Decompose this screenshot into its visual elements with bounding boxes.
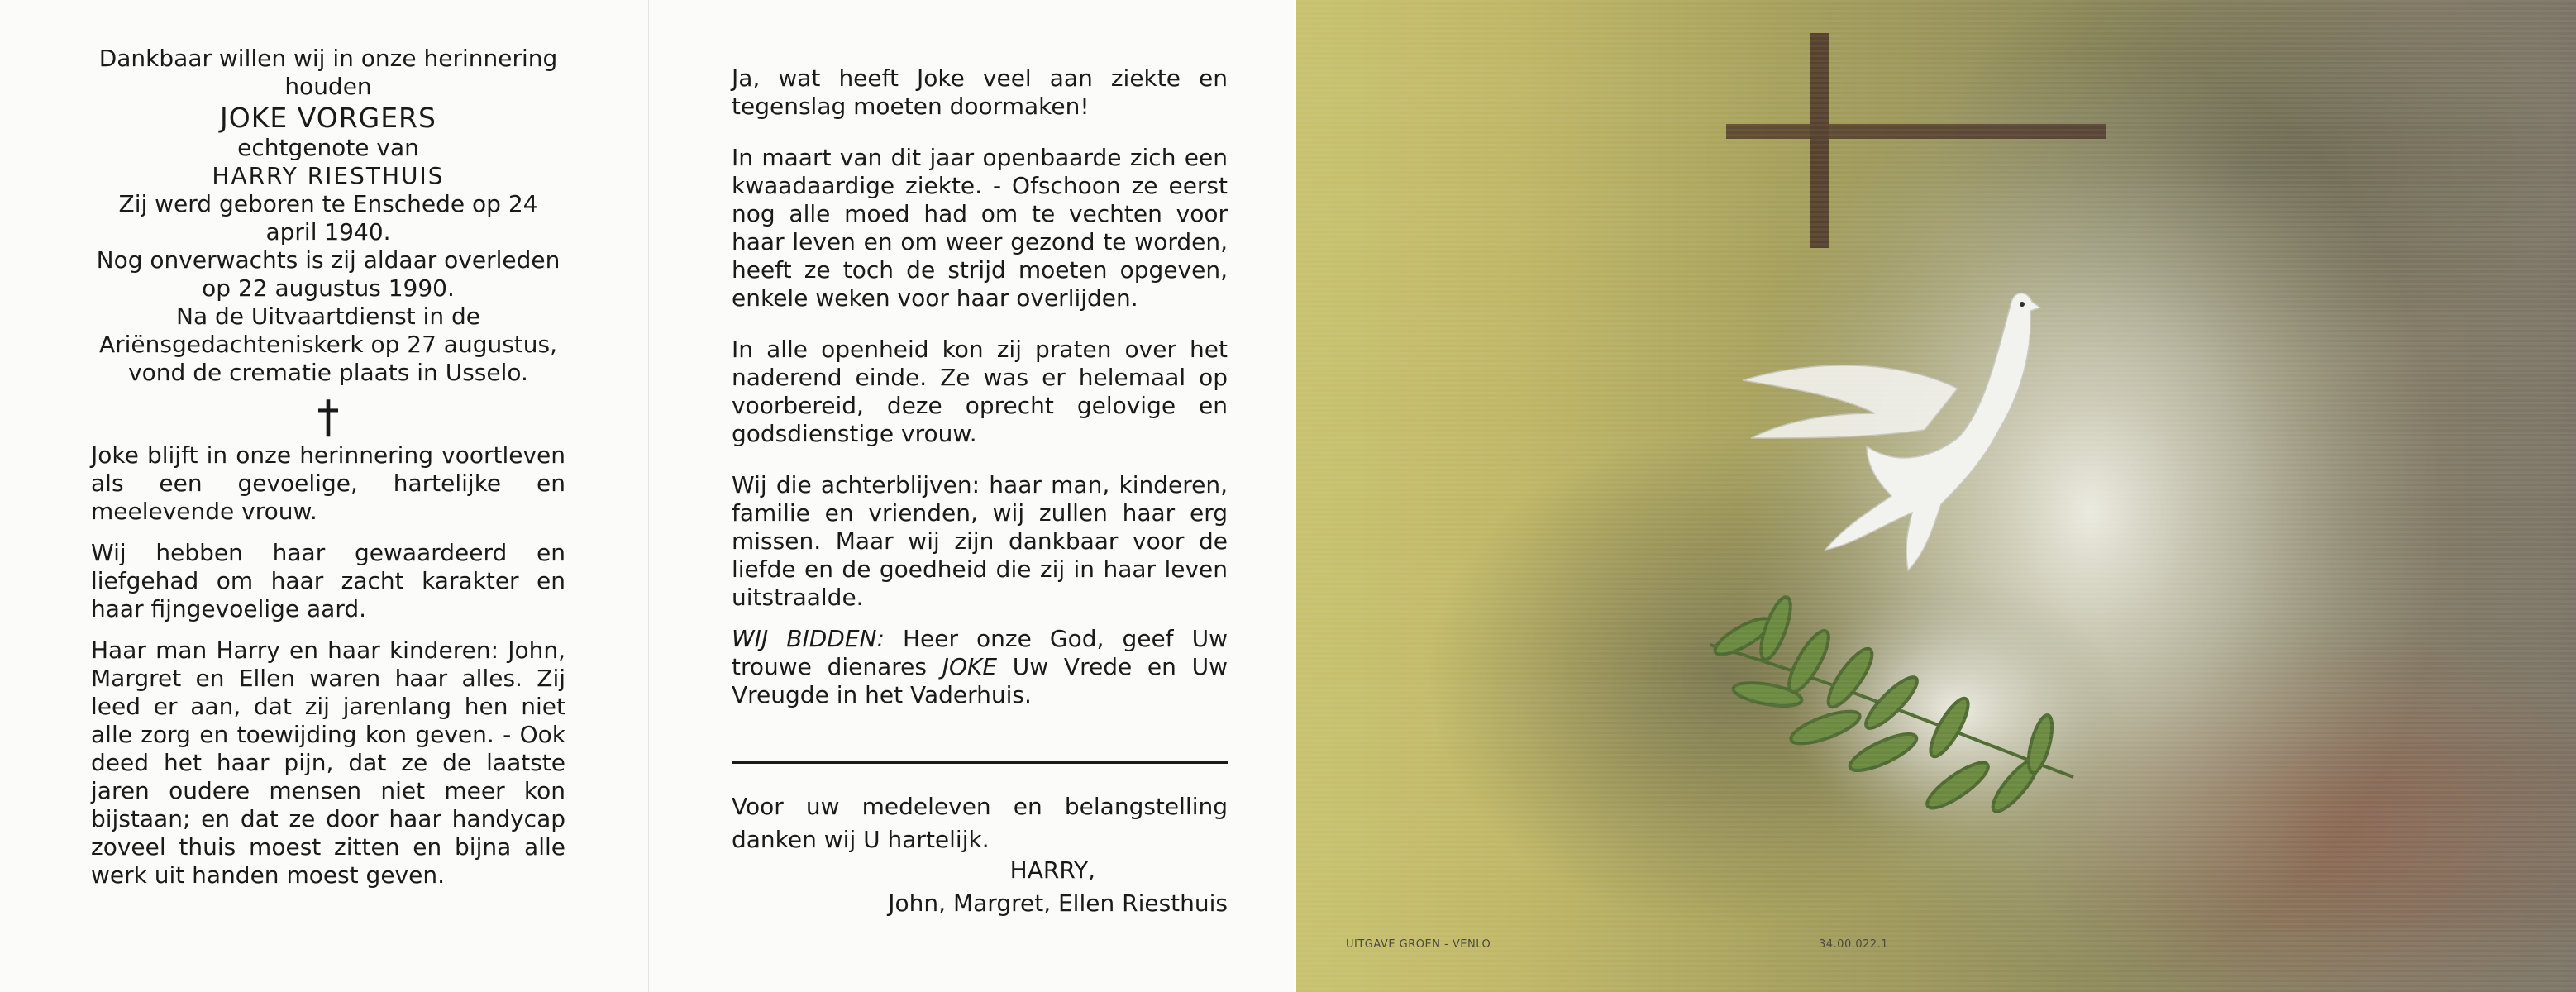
divider-line (732, 761, 1228, 764)
funeral-text: Na de Uitvaartdienst in de Ariënsgedachteniskerk op 27 augustus, vond de crematie plaats in Usselo. (98, 303, 558, 386)
signature-family: John, Margret, Ellen Riesthuis (888, 889, 1228, 917)
deceased-name: JOKE VORGERS (220, 102, 436, 134)
middle-text-column (732, 64, 1228, 918)
left-paragraph-2: Wij hebben haar gewaardeerd en liefgehad om haar zacht karakter en haar fijngevoelige aard. (91, 539, 565, 622)
prayer-text (732, 625, 1228, 709)
death-text: Nog onverwachts is zij aldaar overleden op 22 augustus 1990. (96, 246, 561, 302)
prayer-name: JOKE (942, 653, 998, 680)
birth-text: Zij werd geboren te Enschede op 24 april 1940. (118, 190, 538, 246)
left-paragraph-3: Haar man Harry en haar kinderen: John, Margret en Ellen waren haar alles. Zij leed er aan, dat zij jarenlang hen niet alle zorg en toewijding kon geven. - Ook deed het haar pijn, dat ze de laatste jaren oudere mensen niet meer kon bijstaan; en dat ze door haar handycap zoveel thuis moest zitten en bijna alle werk uit handen moest geven. (91, 637, 565, 889)
intro-text: Dankbaar willen wij in onze herinnering houden (98, 45, 558, 100)
prayer-label: WIJ BIDDEN: (732, 625, 885, 652)
prayer-part-b: Uw Vrede en Uw Vreugde in het Vaderhuis. (732, 653, 1228, 708)
signature-husband: HARRY, (1009, 856, 1095, 884)
middle-paragraph-1: Ja, wat heeft Joke veel aan ziekte en tegenslag moeten doormaken! (732, 64, 1228, 120)
left-text-column (91, 45, 565, 889)
spouse-prefix: echtgenote van (237, 134, 419, 161)
publisher-caption: UITGAVE GROEN - VENLO (1346, 938, 1491, 951)
middle-paragraph-2: In maart van dit jaar openbaarde zich een kwaadaardige ziekte. - Ofschoon ze eerst nog alle moed had om te vechten voor haar leven en om weer gezond te worden, heeft ze toch de strijd moeten opgeven, enkele weken voor haar overlijden. (732, 144, 1228, 312)
prayer-part-a: Heer onze God, geef Uw trouwe dienares (732, 625, 1228, 680)
middle-paragraph-3: In alle openheid kon zij praten over het naderend einde. Ze was er helemaal op voorbereid, deze oprecht gelovige en godsdienstige vrouw. (732, 336, 1228, 447)
painting (1296, 0, 2576, 992)
thanks-text: Voor uw medeleven en belangstelling danken wij U hartelijk. (732, 793, 1228, 853)
middle-paragraph-4: Wij die achterblijven: haar man, kinderen, familie en vrienden, wij zullen haar erg missen. Maar wij zijn dankbaar voor de liefde en de goedheid die zij in haar leven uitstraalde. (732, 471, 1228, 611)
cross-icon: † (317, 391, 340, 443)
spouse-name: HARRY RIESTHUIS (212, 162, 445, 189)
card-artwork-page (1296, 0, 2576, 992)
card-code: 34.00.022.1 (1819, 938, 1889, 951)
paper-texture (1296, 0, 2576, 992)
left-paragraph-1: Joke blijft in onze herinnering voortleven als een gevoelige, hartelijke en meelevende vrouw. (91, 441, 565, 525)
card-left-page (0, 0, 648, 992)
card-middle-page (648, 0, 1294, 992)
